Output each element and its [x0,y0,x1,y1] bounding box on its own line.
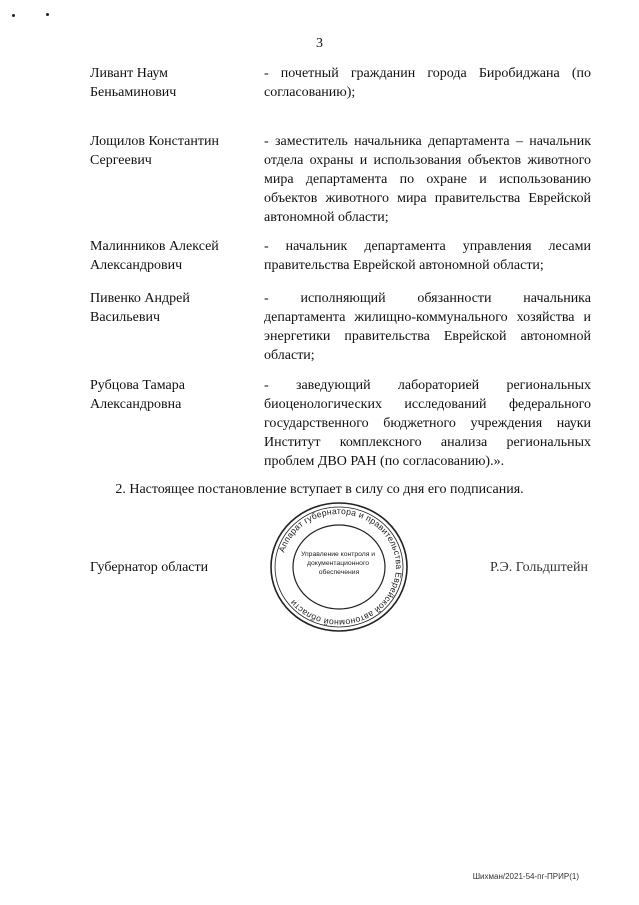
member-name: Пивенко Андрей Васильевич [90,291,190,325]
member-name: Рубцова Тамара Александровна [90,378,185,412]
signature-title: Губернатор области [90,560,209,575]
member-role: - заместитель начальника департамента – начальник отдела охраны и использования объектов животного мира департамента по охране и использованию объектов животного мира правительства Еврейской автономной области; [264,134,591,225]
seal-inner-line-1: Управление контроля и [300,551,376,558]
official-seal [268,500,410,634]
seal-outer-text: Аппарат губернатора и правительства Еврейской автономной области [276,505,405,629]
member-role: - почетный гражданин города Биробиджана (по согласованию); [264,66,591,100]
svg-text:Управление контроля и до: Управление контроля и документационного обеспечения [300,551,376,576]
signature-name: Р.Э. Гольдштейн [489,560,588,575]
member-name: Лощилов Константин Сергеевич [90,134,219,168]
member-role: - исполняющий обязанности начальника департамента жилищно-коммунального хозяйства и энергетики правительства Еврейской автономной области; [264,291,591,363]
scan-speck [12,14,15,17]
member-role: - начальник департамента управления лесами правительства Еврейской автономной области; [264,239,591,273]
member-name: Ливант Наум Беньаминович [90,66,177,100]
page-number: 3 [316,36,323,51]
clause-2: 2. Настоящее постановление вступает в силу со дня его подписания. [115,482,524,497]
member-role: - заведующий лабораторией региональных биоценологических исследований федерального государственного бюджетного учреждения науки Институт комплексного анализа региональных проблем ДВО РАН (по согласованию).». [264,378,591,469]
member-name: Малинников Алексей Александрович [90,239,219,273]
document-code: Шихман/2021-54-пг-ПРИР(1) [472,872,579,881]
scan-speck [46,13,49,16]
